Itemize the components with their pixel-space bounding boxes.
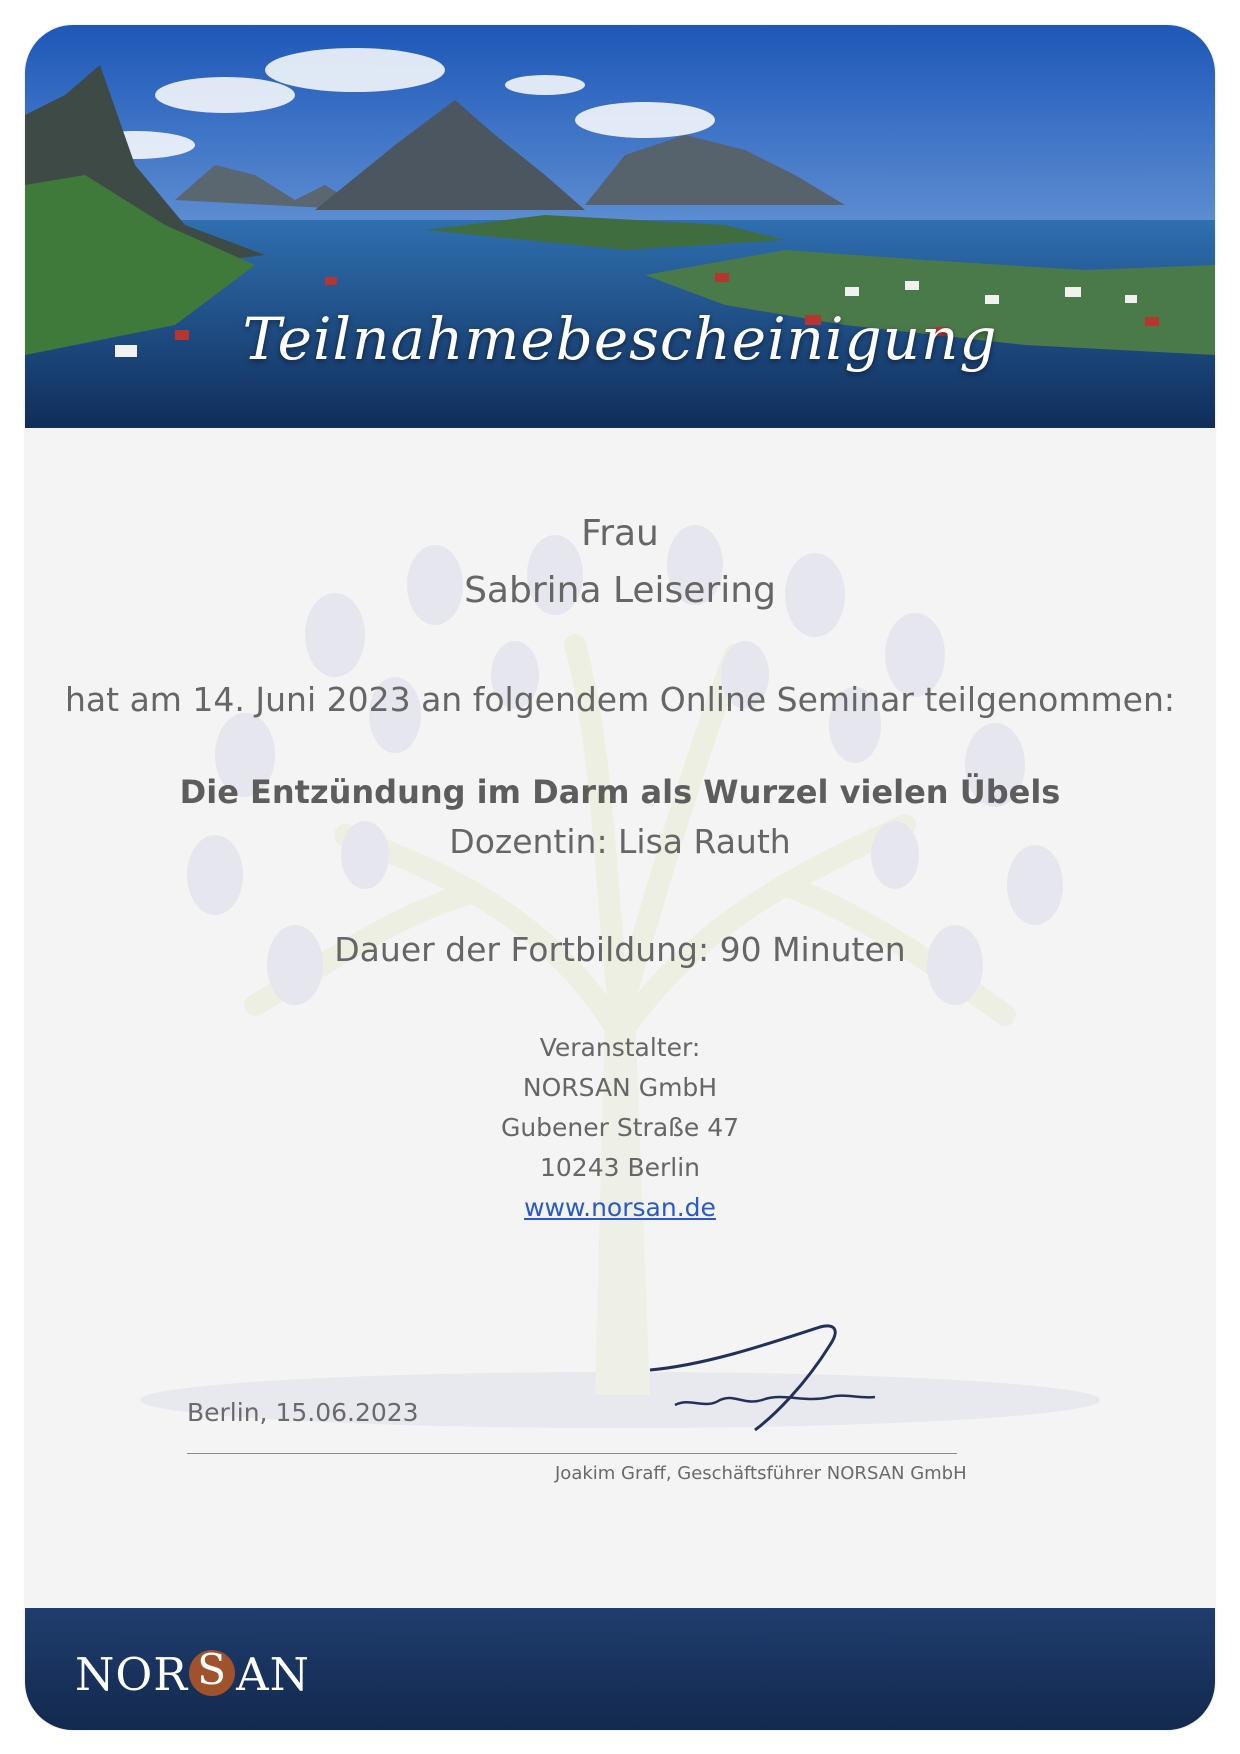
seminar-title: Die Entzündung im Darm als Wurzel vielen Übels bbox=[179, 773, 1061, 811]
attendance-statement: hat am 14. Juni 2023 an folgendem Online Seminar teilgenommen: bbox=[65, 680, 1175, 719]
participant-salutation: Frau bbox=[581, 513, 659, 554]
footer-bar bbox=[25, 1608, 1215, 1730]
logo-text-left: NOR bbox=[75, 1648, 189, 1701]
header-landscape-image bbox=[25, 25, 1215, 428]
place-and-date: Berlin, 15.06.2023 bbox=[187, 1398, 419, 1427]
seminar-lecturer: Dozentin: Lisa Rauth bbox=[449, 822, 791, 861]
signature-line bbox=[187, 1453, 957, 1454]
seminar-duration: Dauer der Fortbildung: 90 Minuten bbox=[334, 930, 906, 969]
certificate-card bbox=[25, 25, 1215, 1730]
organizer-city: 10243 Berlin bbox=[539, 1153, 701, 1182]
organizer-street: Gubener Straße 47 bbox=[500, 1113, 740, 1142]
norsan-logo bbox=[75, 1648, 310, 1701]
organizer-website-link[interactable]: www.norsan.de bbox=[524, 1193, 716, 1222]
organizer-block bbox=[25, 1028, 1215, 1228]
signature-caption: Joakim Graff, Geschäftsführer NORSAN GmbH bbox=[555, 1463, 967, 1484]
logo-text-right: AN bbox=[236, 1648, 311, 1701]
tree-watermark-icon bbox=[135, 495, 1105, 1455]
handwritten-signature bbox=[645, 1285, 905, 1435]
participant-name: Sabrina Leisering bbox=[464, 570, 776, 611]
logo-s-emblem-icon bbox=[189, 1650, 235, 1696]
certificate-title: Teilnahmebescheinigung bbox=[242, 305, 998, 373]
organizer-company: NORSAN GmbH bbox=[522, 1073, 718, 1102]
organizer-label: Veranstalter: bbox=[539, 1033, 701, 1062]
